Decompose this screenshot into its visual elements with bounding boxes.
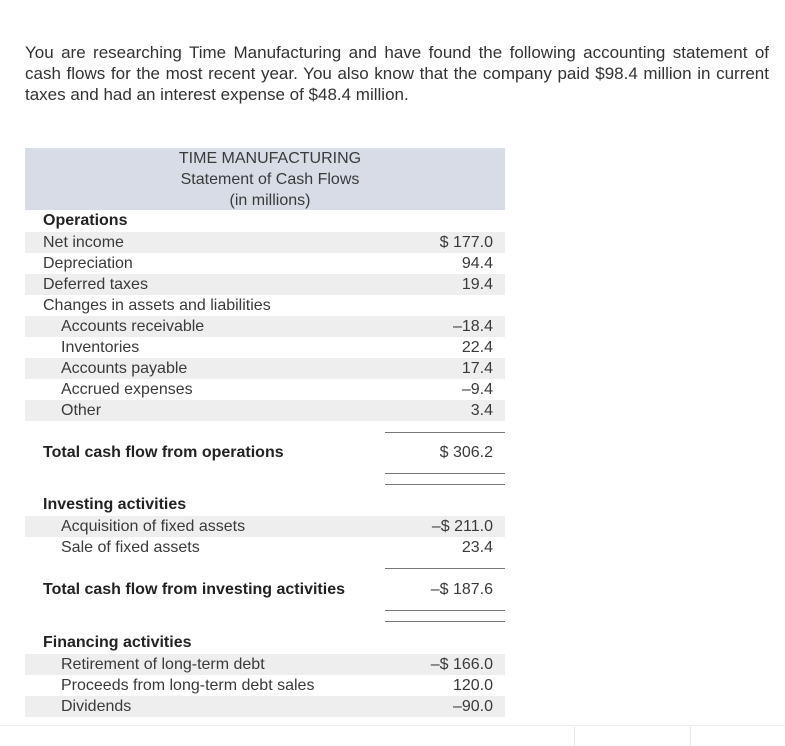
row-label: Accounts receivable — [61, 318, 205, 335]
total-label: Total cash flow from operations — [43, 444, 284, 461]
row-value: 3.4 — [470, 402, 493, 419]
row-label: Net income — [43, 234, 124, 251]
table-row — [25, 654, 505, 675]
table-row — [25, 494, 505, 515]
cash-flow-statement-table — [25, 148, 505, 715]
row-label: Proceeds from long-term debt sales — [61, 677, 315, 694]
divider — [690, 727, 691, 746]
row-value: 94.4 — [461, 255, 493, 272]
divider — [574, 727, 575, 746]
table-row — [25, 232, 505, 253]
row-value: 120.0 — [452, 677, 493, 694]
section-heading-operations: Operations — [43, 212, 128, 229]
row-value: 22.4 — [461, 339, 493, 356]
row-label: Deferred taxes — [43, 276, 148, 293]
subtotal-rule — [385, 432, 505, 433]
row-label: Accounts payable — [61, 360, 188, 377]
total-value: $ 306.2 — [439, 444, 493, 461]
row-value: $ 177.0 — [439, 234, 493, 251]
row-label: Other — [61, 402, 102, 419]
row-value: 17.4 — [461, 360, 493, 377]
row-value: –90.0 — [452, 698, 493, 715]
section-heading-financing: Financing activities — [43, 634, 192, 651]
table-row — [25, 400, 505, 421]
row-label: Sale of fixed assets — [61, 539, 200, 556]
total-double-rule — [385, 484, 505, 485]
total-value: –$ 187.6 — [430, 581, 493, 598]
row-label: Acquisition of fixed assets — [61, 518, 246, 535]
row-label: Depreciation — [43, 255, 133, 272]
subtotal-rule — [385, 568, 505, 569]
row-value: –9.4 — [461, 381, 493, 398]
row-label: Inventories — [61, 339, 140, 356]
row-value: –$ 211.0 — [431, 518, 493, 535]
total-double-rule — [385, 473, 505, 474]
row-label: Retirement of long-term debt — [61, 656, 265, 673]
table-row — [25, 253, 505, 274]
divider — [0, 725, 785, 726]
table-row — [25, 632, 505, 653]
total-double-rule — [385, 621, 505, 622]
row-value: –18.4 — [452, 318, 493, 335]
table-row — [25, 337, 505, 358]
row-label: Accrued expenses — [61, 381, 193, 398]
table-row — [25, 579, 505, 600]
table-row — [25, 442, 505, 463]
problem-statement: You are researching Time Manufacturing and have found the following accounting statement of cash flows for the most recent year. You also know that the company paid $98.4 million in current taxes and had an interest expense of $48.4 million. — [25, 43, 769, 104]
table-row — [25, 516, 505, 537]
row-value: –$ 166.0 — [430, 656, 493, 673]
table-row — [25, 274, 505, 295]
table-row — [25, 696, 505, 717]
total-label: Total cash flow from investing activities — [43, 581, 345, 598]
table-row — [25, 295, 505, 316]
row-label: Dividends — [61, 698, 132, 715]
table-row — [25, 358, 505, 379]
statement-units: (in millions) — [229, 192, 311, 209]
section-heading-investing: Investing activities — [43, 496, 187, 513]
total-double-rule — [385, 610, 505, 611]
table-row — [25, 379, 505, 400]
statement-header — [25, 148, 505, 210]
table-row — [25, 210, 505, 231]
row-value: 19.4 — [461, 276, 493, 293]
table-row — [25, 537, 505, 558]
statement-title: Statement of Cash Flows — [180, 171, 360, 188]
row-value: 23.4 — [461, 539, 493, 556]
row-label: Changes in assets and liabilities — [43, 297, 271, 314]
table-row — [25, 316, 505, 337]
table-row — [25, 675, 505, 696]
company-name: TIME MANUFACTURING — [178, 150, 362, 167]
